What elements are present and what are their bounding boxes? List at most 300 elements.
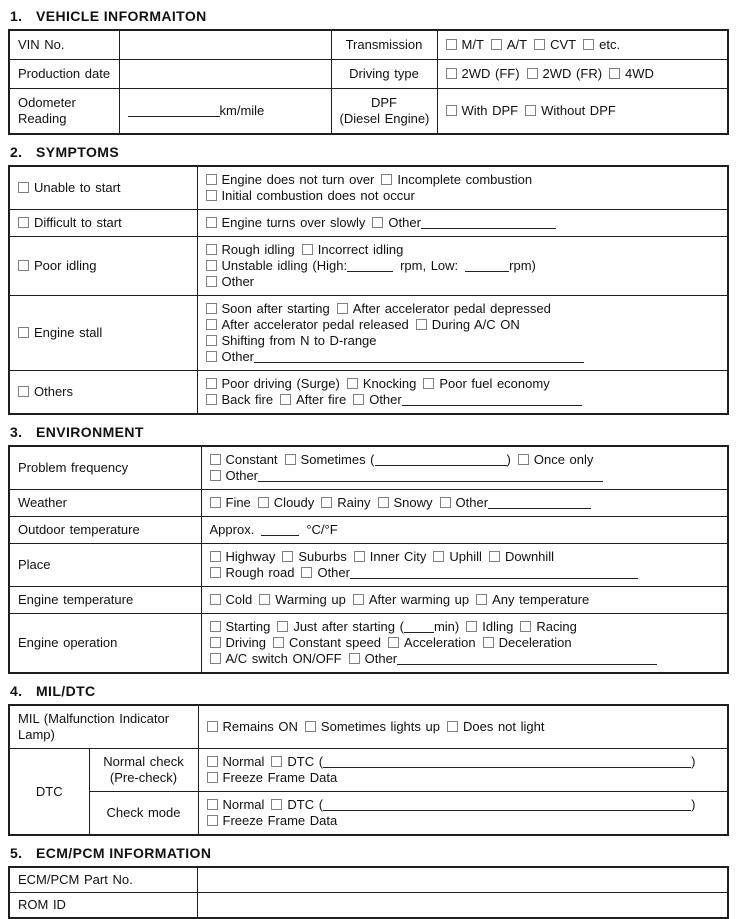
checkbox-option[interactable] [534,37,576,52]
option-label: etc. [599,37,621,52]
table-row [9,446,728,490]
vin-no-label [9,30,119,60]
option-label: Other [317,565,350,580]
option-label: Inner City [369,549,427,564]
rom-id-label [9,893,197,919]
checkbox-option[interactable] [210,452,278,467]
table-row [9,792,728,836]
checkbox-option[interactable] [258,495,314,510]
option-label: A/C switch ON/OFF [225,651,342,666]
checkbox-option[interactable] [483,635,572,650]
checkbox-option[interactable] [207,813,338,828]
checkbox-icon[interactable] [353,394,364,405]
table-row [9,517,728,544]
table-row [9,867,728,893]
normal-check-options [198,749,728,792]
checkbox-icon[interactable] [273,637,284,648]
place-label [9,544,201,587]
checkbox-icon[interactable] [609,68,620,79]
problem-frequency-label-text: Problem frequency [18,460,129,475]
symptom-unable-to-start [9,166,197,210]
checkbox-icon[interactable] [207,756,218,767]
checkbox-icon[interactable] [349,653,360,664]
text-fragment: DPF [371,95,397,110]
checkbox-option[interactable] [206,333,377,348]
others-details [197,371,728,415]
checkbox-icon[interactable] [518,454,529,465]
ecm-pcm-table [8,866,729,919]
checkbox-option[interactable] [259,592,346,607]
checkbox-icon[interactable] [491,39,502,50]
checkbox-option[interactable] [301,565,350,580]
blank-line[interactable] [258,471,603,482]
checkbox-option[interactable] [440,495,489,510]
checkbox-icon[interactable] [206,303,217,314]
option-label: Acceleration [404,635,476,650]
checkbox-icon[interactable] [210,567,221,578]
problem-frequency-label [9,446,201,490]
checkbox-icon[interactable] [210,470,221,481]
checkbox-option[interactable] [446,103,519,118]
checkbox-icon[interactable] [206,335,217,346]
option-label: Unable to start [34,180,121,195]
checkbox-option[interactable] [433,549,482,564]
checkbox-icon[interactable] [206,351,217,362]
table-row [9,237,728,296]
option-label: Downhill [504,549,555,564]
checkbox-icon[interactable] [18,327,29,338]
table-row [9,705,728,749]
section-number: 2. [10,144,23,160]
engine-operation-label-text: Engine operation [18,635,118,650]
checkbox-icon[interactable] [206,217,217,228]
checkbox-icon[interactable] [206,174,217,185]
checkbox-icon[interactable] [534,39,545,50]
checkbox-option[interactable] [305,719,440,734]
dpf-options [437,89,728,135]
section-number: 1. [10,8,23,24]
option-label: Other [221,274,255,289]
odometer-reading-label [9,89,119,135]
checkbox-icon[interactable] [525,105,536,116]
checkbox-option[interactable] [285,452,375,467]
option-label: Other [388,215,421,230]
option-label: Knocking [362,376,417,391]
checkbox-icon[interactable] [353,594,364,605]
checkbox-option[interactable] [210,651,342,666]
odometer-reading-value [119,89,331,135]
checkbox-icon[interactable] [206,190,217,201]
checkbox-option[interactable] [206,242,295,257]
section-number: 5. [10,845,23,861]
checkbox-icon[interactable] [321,497,332,508]
outdoor-temperature-label [9,517,201,544]
option-label: Snowy [393,495,433,510]
text-fragment: Lamp) [18,727,55,742]
checkbox-icon[interactable] [206,260,217,271]
option-label: Remains ON [222,719,298,734]
option-label: Incomplete combustion [397,172,533,187]
option-label: Other [455,495,489,510]
checkbox-option[interactable] [282,549,346,564]
option-label: After accelerator pedal released [221,317,409,332]
checkbox-icon[interactable] [416,319,427,330]
blank-line[interactable] [402,395,582,406]
option-label: Others [34,384,74,399]
table-row [9,60,728,89]
checkbox-option[interactable] [525,103,616,118]
checkbox-icon[interactable] [206,244,217,255]
checkbox-option[interactable] [207,754,265,769]
checkbox-icon[interactable] [372,217,383,228]
outdoor-temperature-label-text: Outdoor temperature [18,522,140,537]
checkbox-option[interactable] [353,592,469,607]
checkbox-icon[interactable] [423,378,434,389]
check-mode-label [89,792,198,836]
checkbox-icon[interactable] [476,594,487,605]
checkbox-icon[interactable] [280,394,291,405]
option-label: Idling [482,619,514,634]
option-label: With DPF [461,103,519,118]
checkbox-icon[interactable] [302,244,313,255]
section-number: 3. [10,424,23,440]
rom-id-label-text: ROM ID [18,897,66,912]
option-label: Shifting from N to D-range [221,333,377,348]
table-row [9,296,728,371]
table-row [9,30,728,60]
blank-line[interactable] [254,352,584,363]
checkbox-option[interactable] [583,37,620,52]
mil-label [9,705,198,749]
table-row [9,544,728,587]
checkbox-icon[interactable] [277,621,288,632]
checkbox-option[interactable] [271,797,323,812]
blank-line[interactable] [375,455,507,466]
checkbox-option[interactable] [210,619,271,634]
checkbox-icon[interactable] [388,637,399,648]
option-label: Fine [225,495,251,510]
checkbox-icon[interactable] [210,497,221,508]
checkbox-option[interactable] [527,66,603,81]
option-label: Initial combustion does not occur [221,188,415,203]
checkbox-icon[interactable] [305,721,316,732]
option-label: During A/C ON [431,317,520,332]
blank-line[interactable] [488,498,591,509]
poor-idling-details [197,237,728,296]
section-heading-mil-dtc [10,683,727,699]
section-title: ENVIRONMENT [36,424,144,440]
blank-line[interactable] [465,261,509,272]
checkbox-option[interactable] [210,635,266,650]
checkbox-icon[interactable] [489,551,500,562]
mil-dtc-table [8,704,729,836]
checkbox-option[interactable] [476,592,589,607]
checkbox-icon[interactable] [206,319,217,330]
checkbox-icon[interactable] [446,105,457,116]
checkbox-option[interactable] [518,452,594,467]
checkbox-icon[interactable] [207,721,218,732]
checkbox-option[interactable] [210,495,251,510]
checkbox-icon[interactable] [583,39,594,50]
checkbox-icon[interactable] [206,378,217,389]
checkbox-icon[interactable] [18,182,29,193]
checkbox-icon[interactable] [527,68,538,79]
option-label: Other [369,392,402,407]
option-label: Difficult to start [34,215,122,230]
option-label: 2WD (FR) [542,66,603,81]
ecm-pcm-part-no-value[interactable] [197,867,728,893]
option-label: Poor idling [34,258,97,273]
option-label: Any temperature [492,592,590,607]
option-label: Back fire [221,392,274,407]
vehicle-information-table [8,29,729,135]
option-label: Rough road [225,565,295,580]
option-label: Soon after starting [221,301,330,316]
vin-no-value[interactable] [119,30,331,60]
option-label: Engine stall [34,325,103,340]
checkbox-option[interactable] [210,549,276,564]
checkbox-option[interactable] [18,325,102,340]
checkbox-icon[interactable] [206,394,217,405]
checkbox-option[interactable] [206,317,409,332]
checkbox-icon[interactable] [258,497,269,508]
dpf-label [331,89,437,135]
checkbox-option[interactable] [381,172,532,187]
checkbox-icon[interactable] [210,653,221,664]
checkbox-option[interactable] [206,258,348,273]
rom-id-value[interactable] [197,893,728,919]
checkbox-icon[interactable] [210,621,221,632]
engine-operation-options [201,614,728,674]
section-title: MIL/DTC [36,683,96,699]
symptom-others [9,371,197,415]
driving-type-label-text: Driving type [349,66,419,81]
checkbox-option[interactable] [271,754,323,769]
checkbox-icon[interactable] [210,594,221,605]
checkbox-option[interactable] [349,651,398,666]
option-label: Driving [225,635,266,650]
checkbox-icon[interactable] [520,621,531,632]
option-label: A/T [506,37,528,52]
checkbox-icon[interactable] [18,217,29,228]
checkbox-icon[interactable] [207,815,218,826]
checkbox-option[interactable] [489,549,554,564]
transmission-label [331,30,437,60]
symptoms-table [8,165,729,415]
checkbox-option[interactable] [466,619,513,634]
blank-line[interactable] [350,568,638,579]
checkbox-icon[interactable] [210,637,221,648]
checkbox-icon[interactable] [483,637,494,648]
checkbox-option[interactable] [206,392,274,407]
checkbox-icon[interactable] [447,721,458,732]
checkbox-icon[interactable] [446,39,457,50]
option-label: Poor driving (Surge) [221,376,340,391]
checkbox-icon[interactable] [301,567,312,578]
checkbox-option[interactable] [337,301,551,316]
checkbox-option[interactable] [206,188,415,203]
symptom-difficult-to-start [9,210,197,237]
option-label: Racing [536,619,577,634]
section-title: SYMPTOMS [36,144,120,160]
checkbox-option[interactable] [207,770,338,785]
option-label: Once only [533,452,594,467]
checkbox-option[interactable] [353,392,402,407]
checkbox-icon[interactable] [347,378,358,389]
checkbox-icon[interactable] [285,454,296,465]
checkbox-option[interactable] [378,495,433,510]
blank-line[interactable] [323,800,691,811]
section-number: 4. [10,683,23,699]
table-row [9,749,728,792]
engine-stall-details [197,296,728,371]
checkbox-option[interactable] [321,495,370,510]
vin-no-label-text: VIN No. [18,37,65,52]
section-title: VEHICLE INFORMAITON [36,8,207,24]
option-label: Other [225,468,259,483]
checkbox-option[interactable] [446,37,484,52]
checkbox-option[interactable] [18,258,96,273]
checkbox-option[interactable] [206,172,375,187]
option-label: Suburbs [298,549,347,564]
blank-line[interactable] [347,261,393,272]
option-label: Without DPF [541,103,616,118]
checkbox-option[interactable] [416,317,520,332]
ecm-pcm-part-no-label [9,867,197,893]
blank-line[interactable] [404,622,434,633]
environment-table [8,445,729,674]
checkbox-icon[interactable] [207,772,218,783]
checkbox-option[interactable] [206,376,340,391]
checkbox-icon[interactable] [259,594,270,605]
checkbox-option[interactable] [210,468,259,483]
option-label: Sometimes ( [300,452,375,467]
checkbox-option[interactable] [206,274,255,289]
checkbox-icon[interactable] [271,799,282,810]
option-label: Deceleration [498,635,572,650]
checkbox-icon[interactable] [354,551,365,562]
unable-to-start-details [197,166,728,210]
option-label: Highway [225,549,276,564]
checkbox-icon[interactable] [282,551,293,562]
production-date-label [9,60,119,89]
checkbox-icon[interactable] [381,174,392,185]
text-fragment: (Diesel Engine) [339,111,430,126]
checkbox-icon[interactable] [446,68,457,79]
option-label: Freeze Frame Data [222,770,338,785]
production-date-label-text: Production date [18,66,111,81]
checkbox-option[interactable] [609,66,654,81]
table-row [9,89,728,135]
table-row [9,587,728,614]
checkbox-option[interactable] [302,242,404,257]
checkbox-option[interactable] [273,635,381,650]
option-label: Just after starting ( [293,619,404,634]
checkbox-option[interactable] [277,619,404,634]
table-row [9,166,728,210]
dtc-label-text: DTC [35,783,63,799]
checkbox-icon[interactable] [206,276,217,287]
text-fragment: min) [433,619,460,634]
checkbox-option[interactable] [206,301,330,316]
checkbox-icon[interactable] [207,799,218,810]
checkbox-option[interactable] [347,376,416,391]
checkbox-option[interactable] [423,376,549,391]
place-label-text: Place [18,557,51,572]
checkbox-option[interactable] [207,797,265,812]
blank-line[interactable] [261,525,299,536]
checkbox-icon[interactable] [210,454,221,465]
checkbox-option[interactable] [447,719,545,734]
checkbox-option[interactable] [520,619,576,634]
checkbox-option[interactable] [388,635,476,650]
option-label: DTC ( [287,754,324,769]
checkbox-option[interactable] [491,37,527,52]
production-date-value[interactable] [119,60,331,89]
weather-label [9,490,201,517]
checkbox-option[interactable] [206,349,255,364]
checkbox-icon[interactable] [210,551,221,562]
option-label: Incorrect idling [317,242,404,257]
option-label: After fire [296,392,347,407]
symptom-engine-stall [9,296,197,371]
blank-line[interactable] [397,654,657,665]
blank-line[interactable] [323,757,691,768]
option-label: Poor fuel economy [439,376,550,391]
checkbox-icon[interactable] [433,551,444,562]
option-label: Engine does not turn over [221,172,375,187]
checkbox-icon[interactable] [378,497,389,508]
engine-temperature-options [201,587,728,614]
checkbox-option[interactable] [18,215,122,230]
transmission-label-text: Transmission [345,37,423,52]
checkbox-option[interactable] [280,392,346,407]
checkbox-option[interactable] [18,180,121,195]
option-label: Other [364,651,398,666]
text-fragment: rpm) [509,258,536,273]
checkbox-icon[interactable] [466,621,477,632]
checkbox-option[interactable] [18,384,73,399]
table-row [9,371,728,415]
checkbox-option[interactable] [210,592,253,607]
blank-line[interactable] [128,106,220,117]
blank-line[interactable] [421,218,556,229]
table-row [9,490,728,517]
checkbox-icon[interactable] [18,386,29,397]
checkbox-option[interactable] [446,66,520,81]
checkbox-icon[interactable] [18,260,29,271]
checkbox-option[interactable] [372,215,421,230]
table-row [9,210,728,237]
checkbox-option[interactable] [207,719,298,734]
option-label: Cold [225,592,253,607]
text-fragment: km/mile [219,103,265,118]
section-heading-environment [10,424,727,440]
text-fragment: ) [691,754,696,769]
checkbox-option[interactable] [210,565,295,580]
checkbox-icon[interactable] [271,756,282,767]
option-label: Rough idling [221,242,295,257]
option-label: Constant speed [288,635,382,650]
option-label: Engine turns over slowly [221,215,366,230]
checkbox-icon[interactable] [337,303,348,314]
checkbox-icon[interactable] [440,497,451,508]
section-heading-symptoms [10,144,727,160]
checkbox-option[interactable] [354,549,427,564]
checkbox-option[interactable] [206,215,366,230]
text-fragment: MIL (Malfunction Indicator [18,711,170,726]
text-fragment: Odometer [18,95,76,110]
